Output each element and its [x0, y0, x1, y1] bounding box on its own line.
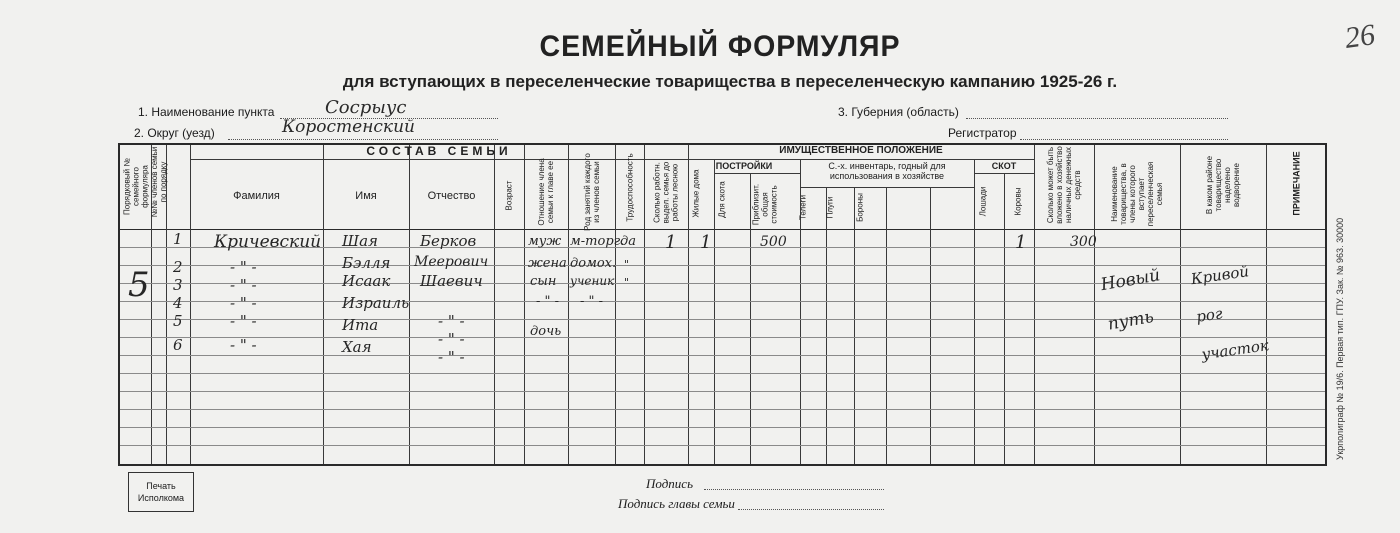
- approx-value-value: 500: [760, 234, 787, 250]
- member-no-6: 6: [173, 336, 183, 354]
- guberniya-line: [966, 118, 1228, 119]
- member-no-3: 3: [173, 276, 183, 294]
- col-ability: Трудоспособность: [625, 153, 635, 222]
- section-property-header: ИМУЩЕСТВЕННОЕ ПОЛОЖЕНИЕ: [779, 145, 943, 156]
- patronymic-6: - " -: [438, 348, 465, 366]
- col-approx-value: Приблизит. общая стоимость: [751, 183, 779, 226]
- relation-4: - " -: [536, 294, 560, 309]
- sign-line: [704, 489, 884, 490]
- head-sign-label: Подпись главы семьи: [618, 496, 735, 511]
- name-5: Ита: [342, 316, 379, 334]
- cows-value: 1: [1015, 232, 1027, 253]
- relation-3: сын: [530, 274, 557, 289]
- registrator-label: Регистратор: [948, 126, 1017, 140]
- patronymic-3: Шаевич: [420, 272, 483, 290]
- col-member-no: №№ членов семьи по порядку: [150, 146, 168, 218]
- col-houses: Жилые дома: [691, 169, 701, 218]
- houses-value: 1: [700, 232, 712, 253]
- name-2: Бэлля: [342, 254, 391, 272]
- surname-4: - " -: [230, 294, 257, 312]
- col-harrows: Бороны: [855, 193, 865, 222]
- occupation-2: домох.: [570, 256, 617, 271]
- patronymic-4: - " -: [438, 312, 465, 330]
- ability-1: да: [620, 234, 636, 249]
- col-surname: Фамилия: [233, 190, 280, 202]
- col-note: ПРИМЕЧАНИЕ: [1291, 151, 1302, 216]
- relation-5: дочь: [530, 324, 562, 339]
- district-value: Кривой рог участок: [1189, 262, 1270, 364]
- punkt-label: 1. Наименование пункта: [138, 105, 275, 119]
- col-ploughs: Плуги: [825, 196, 835, 219]
- col-money: Сколько может быть вложено в хозяйство наличных денежных средств: [1046, 146, 1082, 224]
- col-relation: Отношение члена семьи к главе ее: [537, 158, 555, 226]
- relation-1: муж: [528, 234, 562, 249]
- seal-line-1: Печать: [146, 481, 176, 491]
- head-sign-line: [738, 509, 884, 510]
- ability-3: ": [624, 276, 630, 289]
- sign-label: Подпись: [646, 476, 693, 491]
- col-horses: Лошади: [978, 186, 988, 217]
- money-value: 300: [1070, 234, 1097, 250]
- col-cattle-sheds: Для скота: [717, 181, 727, 218]
- section-livestock-header: СКОТ: [991, 161, 1017, 171]
- okrug-value: Коростенский: [282, 117, 415, 137]
- col-workers: Сколько работн. выдел. семья до работы лесною: [652, 161, 680, 224]
- col-cows: Коровы: [1013, 187, 1023, 216]
- section-buildings-header: ПОСТРОЙКИ: [715, 161, 773, 171]
- okrug-line: [228, 139, 498, 140]
- seal-box: [128, 472, 194, 512]
- family-table: [118, 143, 1327, 466]
- corner-page-number: 26: [1342, 18, 1378, 55]
- workers-value: 1: [665, 232, 677, 253]
- relation-2: жена: [528, 256, 567, 271]
- col-district: В каком районе товарищество наделено водворение: [1205, 155, 1241, 215]
- occupation-1: м-торг.: [570, 234, 625, 249]
- surname-3: - " -: [230, 276, 257, 294]
- col-form-no: Порядковый № семейного формуляра: [122, 158, 150, 215]
- surname-2: - " -: [230, 258, 257, 276]
- occupation-3: ученик: [570, 274, 615, 288]
- member-no-2: 2: [173, 258, 183, 276]
- surname-1: Кричевский: [214, 232, 322, 252]
- col-age: Возраст: [504, 180, 514, 211]
- guberniya-label: 3. Губерния (область): [838, 105, 959, 119]
- okrug-label: 2. Округ (уезд): [134, 126, 215, 140]
- member-no-4: 4: [173, 294, 183, 312]
- partnership-value: Новый путь: [1099, 265, 1162, 335]
- col-carts: Телеги: [798, 194, 808, 221]
- member-no-5: 5: [173, 312, 183, 330]
- col-name: Имя: [355, 190, 377, 202]
- surname-5: - " -: [230, 312, 257, 330]
- form-number-value: 5: [128, 265, 150, 305]
- patronymic-2: Меерович: [414, 254, 489, 270]
- name-3: Исаак: [342, 272, 391, 290]
- ability-2: ": [624, 258, 630, 271]
- patronymic-1: Берков: [420, 232, 477, 250]
- section-family-header: СОСТАВ СЕМЬИ: [366, 144, 512, 158]
- punkt-value: Сосрыус: [325, 97, 407, 118]
- name-1: Шая: [342, 232, 378, 250]
- page-title: СЕМЕЙНЫЙ ФОРМУЛЯР: [539, 30, 901, 63]
- printer-imprint: Укрполиграф № 19/6. Первая тип. ГПУ. Зак. № 963. 30000: [1335, 217, 1345, 460]
- col-patronymic: Отчество: [427, 190, 476, 202]
- patronymic-5: - " -: [438, 330, 465, 348]
- section-inventory-header: С.-х. инвентарь, годный для использования в хозяйстве: [828, 161, 946, 181]
- col-partnership: Наименование товарищества, в члены которого вступает переселенческая семья: [1110, 161, 1164, 227]
- name-6: Хая: [342, 338, 372, 356]
- registrator-line: [1020, 139, 1228, 140]
- name-4: Израиль: [342, 294, 410, 312]
- occupation-4: - " -: [580, 294, 604, 309]
- surname-6: - " -: [230, 336, 257, 354]
- col-occupation: Род занятий каждого из членов семьи: [583, 153, 601, 231]
- member-no-1: 1: [173, 230, 183, 248]
- seal-line-2: Исполкома: [137, 493, 185, 503]
- page-subtitle: для вступающих в переселенческие товарищества в переселенческую кампанию 1925-26 г.: [342, 72, 1118, 91]
